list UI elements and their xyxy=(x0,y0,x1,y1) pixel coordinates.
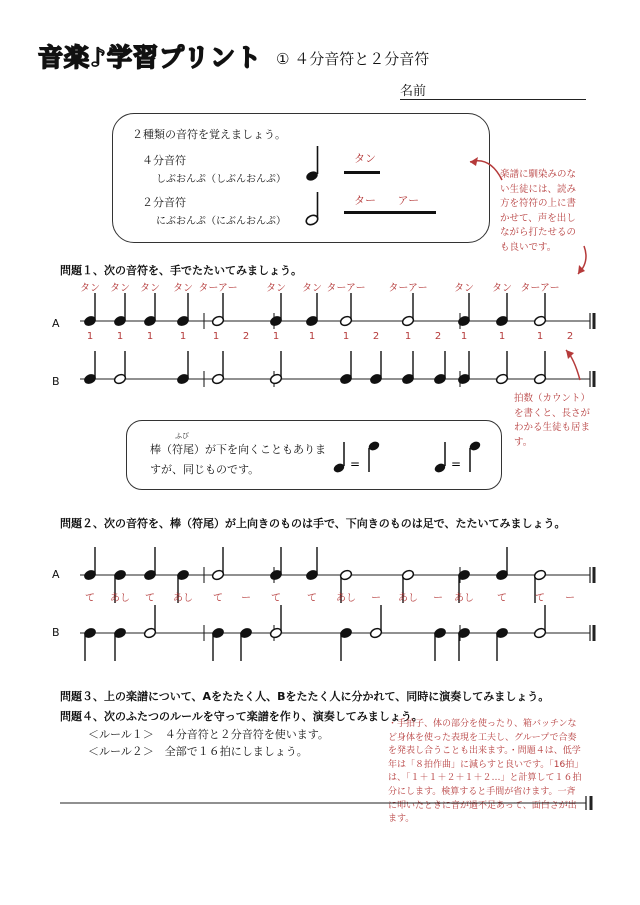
beat-count: 1 xyxy=(272,331,280,342)
tap-word: て xyxy=(85,593,95,604)
q2-row-b-label: B xyxy=(52,626,60,639)
beat-count: 1 xyxy=(179,331,187,342)
q2-score xyxy=(50,535,610,670)
beat-count: 1 xyxy=(342,331,350,342)
tap-word: て xyxy=(535,593,545,604)
beat-count: 1 xyxy=(460,331,468,342)
intro-note-symbols xyxy=(300,140,450,240)
q1-score xyxy=(50,275,610,400)
stem-equivalence xyxy=(330,436,490,480)
tap-word: あし xyxy=(110,593,130,604)
rhythm-syllable: ターアー xyxy=(520,283,560,294)
teacher-note-bottom: ・手拍子、体の部分を使ったり、箱バッチンなど身体を使った表現を工夫し、グループで合奏を発表し合うことも出来ます。・問題４は、低学年は「８拍作曲」に減らすと良いです。「16拍」は、「１＋１＋２＋１＋２…」と計算して１６拍分にします。検算すると手間が省けます。一斉に叩いたときに音が過不足あって、面白さが出ます。 xyxy=(388,719,584,825)
answer-staff-line xyxy=(60,790,600,810)
beat-count: 1 xyxy=(404,331,412,342)
rhythm-syllable: タン xyxy=(302,283,322,294)
quarter-note-icon xyxy=(305,146,320,182)
teacher-note-count: 拍数（カウント）を書くと、長さがわかる生徒も居ます。 xyxy=(514,393,591,448)
q4-text: 問題４、次のふたつのルールを守って楽譜を作り、演奏してみましょう。 xyxy=(60,710,423,723)
beat-count: 2 xyxy=(372,331,380,342)
tap-word: あし xyxy=(454,593,474,604)
tap-word: あし xyxy=(173,593,193,604)
rhythm-syllable: タン xyxy=(110,283,130,294)
red-arrows-top xyxy=(460,150,600,280)
tap-word: ー xyxy=(565,593,575,604)
tap-word: ー xyxy=(241,593,251,604)
beat-count: 2 xyxy=(242,331,250,342)
beat-count: 1 xyxy=(212,331,220,342)
q3-text: 問題３、上の楽譜について、Aをたたく人、Bをたたく人に分かれて、同時に演奏してみましょう。 xyxy=(60,690,550,703)
rule-2: ＜ルール２＞ 全部で１６拍にしましょう。 xyxy=(88,745,308,758)
quarter-rhythm-word: タン xyxy=(354,152,376,165)
rhythm-syllable: ターアー xyxy=(326,283,366,294)
rhythm-syllable: ターアー xyxy=(198,283,238,294)
tap-word: あし xyxy=(398,593,418,604)
q1-text: 問題１、次の音符を、手でたたいてみましょう。 xyxy=(60,264,302,277)
tap-word: て xyxy=(307,593,317,604)
name-line xyxy=(400,99,586,100)
quarter-note-reading: しぶおんぷ（しぶんおんぷ） xyxy=(156,174,286,185)
furigana: ふび xyxy=(175,432,189,440)
beat-count: 1 xyxy=(536,331,544,342)
half-note-name: ２分音符 xyxy=(142,196,186,209)
rule-1: ＜ルール１＞ ４分音符と２分音符を使います。 xyxy=(88,728,329,741)
tap-word: ー xyxy=(371,593,381,604)
rhythm-syllable: タン xyxy=(492,283,512,294)
tap-word: て xyxy=(213,593,223,604)
q2-row-a-label: A xyxy=(52,568,60,581)
rhythm-syllable: タン xyxy=(80,283,100,294)
tap-word: て xyxy=(497,593,507,604)
half-note-icon xyxy=(305,192,320,226)
half-note-reading: にぶおんぷ（にぶんおんぷ） xyxy=(156,216,286,227)
teacher-note-reading: 楽譜に馴染みのない生徒には、読み方を符符の上に書かせて、声を出しながら打たせるのも良いです。 xyxy=(500,169,577,253)
beat-count: 2 xyxy=(434,331,442,342)
rhythm-syllable: タン xyxy=(266,283,286,294)
beat-count: 1 xyxy=(308,331,316,342)
rhythm-syllable: タン xyxy=(140,283,160,294)
tap-word: あし xyxy=(336,593,356,604)
tap-word: て xyxy=(271,593,281,604)
beat-count: 1 xyxy=(498,331,506,342)
quarter-note-stem-down-icon xyxy=(367,440,380,472)
half-note-stem-up-icon xyxy=(433,442,446,474)
rhythm-syllable: タン xyxy=(454,283,474,294)
beat-count: 1 xyxy=(146,331,154,342)
q2-text: 問題２、次の音符を、棒（符尾）が上向きのものは手で、下向きのものは足で、たたいてみましょう。 xyxy=(60,517,566,530)
quarter-note-stem-up-icon xyxy=(332,442,345,474)
equals-sign-2: = xyxy=(451,457,462,471)
q1-row-a-label: A xyxy=(52,317,60,330)
equals-sign-1: = xyxy=(350,457,361,471)
quarter-duration-bar xyxy=(344,171,380,174)
beat-count: 2 xyxy=(566,331,574,342)
tap-word: て xyxy=(145,593,155,604)
stem-box-text: 棒（符尾）が下を向くこともありますが、同じものです。 xyxy=(150,443,326,476)
quarter-note-name: ４分音符 xyxy=(142,154,186,167)
beat-count: 1 xyxy=(116,331,124,342)
half-rhythm-word: ター アー xyxy=(354,194,420,207)
worksheet-title: 音楽♪学習プリント xyxy=(38,43,262,72)
tap-word: ー xyxy=(433,593,443,604)
name-label: 名前 xyxy=(400,84,427,99)
half-note-stem-down-icon xyxy=(468,440,481,472)
intro-heading: ２種類の音符を覚えましょう。 xyxy=(132,128,286,141)
rhythm-syllable: ターアー xyxy=(388,283,428,294)
beat-count: 1 xyxy=(86,331,94,342)
red-arrow-mid xyxy=(560,340,600,390)
worksheet-subtitle: ① ４分音符と２分音符 xyxy=(276,50,430,68)
q1-row-b-label: B xyxy=(52,375,60,388)
rhythm-syllable: タン xyxy=(173,283,193,294)
half-duration-bar xyxy=(344,211,436,214)
